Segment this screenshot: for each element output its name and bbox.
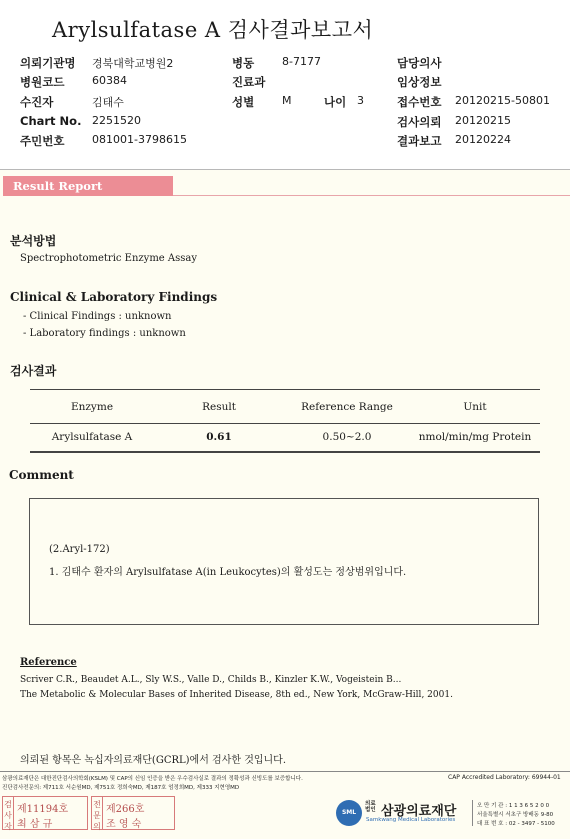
cell-reference-range: 0.50~2.0	[322, 431, 372, 443]
sex-value: M	[282, 94, 292, 107]
org-prefix: 의료법인	[365, 801, 376, 813]
report-header	[0, 0, 570, 170]
table-header-rule	[30, 423, 540, 424]
clinical-findings: - Clinical Findings : unknown	[23, 311, 172, 322]
org-english-name: Samkwang Medical Laboratories	[366, 817, 456, 823]
examiner-stamp-side: 검사자	[3, 797, 14, 829]
dept-label: 진료과	[232, 75, 266, 89]
clinical-info-label: 임상정보	[397, 75, 442, 89]
lab-note: 의뢰된 항목은 녹십자의료재단(GCRL)에서 검사한 것입니다.	[20, 755, 287, 766]
reference-line-2: The Metabolic & Molecular Bases of Inherited Disease, 8th ed., New York, McGraw-Hill, 2001.	[20, 690, 453, 700]
cert-line-1: 삼광의료재단은 대한진단검사의학회(KSLM) 및 CAP의 신임 인증을 받은 우수검사실로 결과의 정확성과 신빙도를 보증합니다.	[2, 776, 303, 782]
org-name: 삼광의료재단	[381, 804, 457, 819]
code-value: 60384	[92, 74, 127, 87]
age-label: 나이	[324, 95, 347, 109]
method-text: Spectrophotometric Enzyme Assay	[20, 253, 198, 264]
sex-label: 성별	[232, 95, 255, 109]
examiner-number: 제11194호	[17, 804, 69, 815]
info-row-1	[0, 55, 570, 73]
doctor-label: 담당의사	[397, 56, 442, 70]
col-unit: Unit	[463, 401, 487, 413]
contact-line-2: 서울특별시 서초구 방배동 9-80	[477, 812, 554, 818]
report-title: Arylsulfatase A 검사결과보고서	[52, 18, 374, 42]
contact-line-1: 오 만 기 관 : 1 1 3 6 5 2 0 0	[477, 803, 550, 809]
col-reference-range: Reference Range	[301, 401, 393, 413]
age-value: 3	[357, 94, 364, 107]
report-date-value: 20120224	[455, 133, 511, 146]
comment-text: 1. 김태수 환자의 Arylsulfatase A(in Leukocytes)의 활성도는 정상범위입니다.	[49, 567, 407, 578]
table-bottom-rule	[30, 451, 540, 453]
cert-line-2: 진단검사전문의: 제711호 서순원MD, 제751호 정희숙MD, 제187호 엄정희MD, 제333 지현영MD	[2, 785, 240, 791]
comment-heading: Comment	[9, 468, 74, 482]
examiner-stamp	[2, 796, 88, 830]
cell-unit: nmol/min/mg Protein	[418, 431, 532, 443]
patient-label: 수진자	[20, 95, 54, 109]
col-enzyme: Enzyme	[70, 401, 114, 413]
specialist-number: 제266호	[106, 804, 145, 815]
specialist-name: 조 영 숙	[106, 819, 142, 830]
chart-no-label: Chart No.	[20, 114, 82, 128]
reference-heading: Reference	[20, 657, 77, 668]
cell-enzyme: Arylsulfatase A	[51, 431, 133, 443]
ward-value: 8-7177	[282, 55, 321, 68]
report-date-label: 결과보고	[397, 134, 442, 148]
info-row-4	[0, 114, 570, 132]
reference-line-1: Scriver C.R., Beaudet A.L., Sly W.S., Valle D., Childs B., Kinzler K.W., Vogeistein B...	[20, 675, 402, 685]
chart-no-value: 2251520	[92, 114, 141, 127]
request-label: 검사의뢰	[397, 115, 442, 129]
hospital-label: 의뢰기관명	[20, 56, 76, 70]
receipt-label: 접수번호	[397, 95, 442, 109]
table-top-rule	[30, 389, 540, 390]
rrn-label: 주민번호	[20, 134, 65, 148]
info-row-3	[0, 94, 570, 112]
request-value: 20120215	[455, 114, 511, 127]
hospital-value: 경북대학교병원2	[92, 57, 174, 70]
banner-rule	[173, 195, 570, 196]
result-report-banner	[3, 176, 173, 196]
info-row-2	[0, 74, 570, 92]
patient-value: 김태수	[92, 96, 124, 109]
banner-label: Result Report	[13, 179, 103, 193]
code-label: 병원코드	[20, 75, 65, 89]
sml-logo-icon: SML	[336, 800, 362, 826]
cap-accreditation: CAP Accredited Laboratory: 69944-01	[448, 774, 561, 781]
ward-label: 병동	[232, 56, 255, 70]
specialist-stamp	[91, 796, 175, 830]
receipt-value: 20120215-50801	[455, 94, 550, 107]
examiner-name: 최 삼 규	[17, 819, 53, 830]
comment-box	[29, 498, 539, 625]
info-row-5	[0, 133, 570, 151]
footer-divider	[472, 800, 473, 826]
laboratory-findings: - Laboratory findings : unknown	[23, 328, 186, 339]
results-table	[30, 389, 540, 453]
col-result: Result	[202, 401, 236, 413]
contact-line-3: 대 표 번 호 : 02 - 3497 - 5100	[477, 821, 555, 827]
findings-heading: Clinical & Laboratory Findings	[10, 290, 218, 304]
footer-rule	[0, 771, 570, 772]
results-heading: 검사결과	[10, 364, 57, 378]
rrn-value: 081001-3798615	[92, 133, 187, 146]
method-heading: 분석방법	[10, 234, 57, 248]
comment-code: (2.Aryl-172)	[49, 544, 110, 555]
cell-result: 0.61	[206, 431, 232, 443]
specialist-stamp-side: 전문의	[92, 797, 103, 829]
